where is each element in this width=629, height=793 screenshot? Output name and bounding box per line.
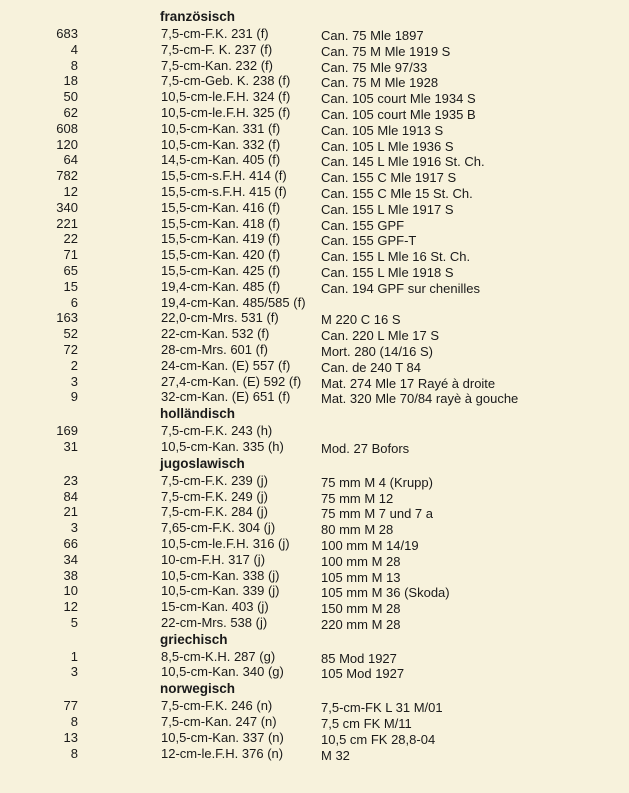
row-count: 5 bbox=[70, 614, 78, 630]
row-count: 10 bbox=[63, 583, 78, 599]
row-count: 31 bbox=[63, 438, 78, 454]
row-equivalent: Can. de 240 T 84 bbox=[321, 359, 421, 375]
row-equivalent: 80 mm M 28 bbox=[321, 522, 394, 538]
row-equivalent: Can. 145 L Mle 1916 St. Ch. bbox=[321, 154, 485, 170]
row-designation: 10,5-cm-Kan. 340 (g) bbox=[161, 664, 284, 680]
row-count: 782 bbox=[56, 168, 78, 184]
row-designation: 7,65-cm-F.K. 304 (j) bbox=[161, 520, 276, 536]
section-3 bbox=[0, 631, 629, 681]
row-equivalent: 75 mm M 12 bbox=[321, 490, 394, 506]
row-count: 62 bbox=[63, 104, 78, 120]
section-title: holländisch bbox=[160, 406, 236, 422]
table-row bbox=[0, 247, 629, 263]
row-equivalent: Can. 75 M Mle 1919 S bbox=[321, 43, 451, 59]
row-designation: 10,5-cm-Kan. 339 (j) bbox=[161, 583, 280, 599]
row-designation: 10,5-cm-le.F.H. 316 (j) bbox=[161, 535, 290, 551]
row-count: 169 bbox=[56, 423, 78, 439]
table-row bbox=[0, 552, 629, 568]
row-count: 6 bbox=[70, 294, 78, 310]
row-count: 163 bbox=[56, 310, 78, 326]
row-designation: 19,4-cm-Kan. 485 (f) bbox=[161, 278, 281, 294]
row-count: 22 bbox=[63, 231, 78, 247]
row-count: 64 bbox=[63, 152, 78, 168]
row-count: 221 bbox=[56, 215, 78, 231]
table-row bbox=[0, 200, 629, 216]
row-equivalent: Can. 105 court Mle 1934 S bbox=[321, 91, 476, 107]
table-row bbox=[0, 89, 629, 105]
row-equivalent: Can. 155 GPF-T bbox=[321, 233, 417, 249]
table-row bbox=[0, 423, 629, 439]
table-row bbox=[0, 184, 629, 200]
table-row bbox=[0, 730, 629, 746]
row-designation: 7,5-cm-F.K. 246 (n) bbox=[161, 698, 273, 714]
row-equivalent: 75 mm M 7 und 7 a bbox=[321, 506, 433, 522]
row-equivalent: 100 mm M 28 bbox=[321, 553, 401, 569]
row-count: 65 bbox=[63, 262, 78, 278]
row-count: 71 bbox=[63, 247, 78, 263]
row-equivalent: Can. 155 GPF bbox=[321, 217, 405, 233]
table-row bbox=[0, 746, 629, 762]
table-row bbox=[0, 168, 629, 184]
row-equivalent: Can. 155 L Mle 1917 S bbox=[321, 201, 454, 217]
row-designation: 10,5-cm-le.F.H. 324 (f) bbox=[161, 89, 291, 105]
row-count: 13 bbox=[63, 729, 78, 745]
table-row bbox=[0, 216, 629, 232]
row-count: 3 bbox=[70, 664, 78, 680]
row-equivalent: Can. 155 L Mle 16 St. Ch. bbox=[321, 249, 471, 265]
row-equivalent: 100 mm M 14/19 bbox=[321, 537, 419, 553]
row-count: 21 bbox=[63, 504, 78, 520]
table-row bbox=[0, 26, 629, 42]
row-designation: 15,5-cm-Kan. 425 (f) bbox=[161, 262, 281, 278]
row-designation: 15,5-cm-Kan. 416 (f) bbox=[161, 199, 281, 215]
row-count: 683 bbox=[56, 26, 78, 41]
row-designation: 15,5-cm-Kan. 418 (f) bbox=[161, 215, 281, 231]
table-row bbox=[0, 615, 629, 631]
row-equivalent: Can. 155 L Mle 1918 S bbox=[321, 264, 454, 280]
table-row bbox=[0, 58, 629, 74]
row-equivalent: Can. 220 L Mle 17 S bbox=[321, 328, 440, 344]
table-row bbox=[0, 504, 629, 520]
section-4 bbox=[0, 680, 629, 761]
table-row bbox=[0, 520, 629, 536]
row-equivalent: Can. 75 Mle 1897 bbox=[321, 28, 424, 43]
row-count: 3 bbox=[70, 520, 78, 536]
row-count: 12 bbox=[63, 183, 78, 199]
row-count: 1 bbox=[70, 648, 78, 664]
row-designation: 10,5-cm-Kan. 335 (h) bbox=[161, 438, 284, 454]
row-equivalent: Can. 155 C Mle 1917 S bbox=[321, 170, 457, 186]
row-equivalent: 105 mm M 36 (Skoda) bbox=[321, 585, 450, 601]
section-title: griechisch bbox=[160, 631, 228, 647]
row-designation: 15-cm-Kan. 403 (j) bbox=[161, 599, 269, 615]
table-row bbox=[0, 231, 629, 247]
row-designation: 10-cm-F.H. 317 (j) bbox=[161, 551, 266, 567]
row-equivalent: 7,5 cm FK M/11 bbox=[321, 716, 412, 732]
row-designation: 32-cm-Kan. (E) 651 (f) bbox=[161, 389, 291, 405]
row-equivalent: Can. 105 L Mle 1936 S bbox=[321, 138, 454, 154]
row-equivalent: 75 mm M 4 (Krupp) bbox=[321, 474, 433, 490]
row-designation: 10,5-cm-Kan. 332 (f) bbox=[161, 136, 281, 152]
row-count: 52 bbox=[63, 326, 78, 342]
row-designation: 15,5-cm-Kan. 419 (f) bbox=[161, 231, 281, 247]
row-count: 18 bbox=[63, 73, 78, 89]
row-designation: 7,5-cm-F.K. 284 (j) bbox=[161, 504, 268, 520]
table-row bbox=[0, 342, 629, 358]
row-designation: 7,5-cm-Kan. 232 (f) bbox=[161, 57, 273, 73]
table-row bbox=[0, 698, 629, 714]
row-designation: 7,5-cm-F. K. 237 (f) bbox=[161, 41, 273, 57]
table-row bbox=[0, 358, 629, 374]
section-title: jugoslawisch bbox=[160, 455, 245, 471]
row-designation: 7,5-cm-F.K. 243 (h) bbox=[161, 423, 273, 439]
table-row bbox=[0, 295, 629, 311]
row-count: 8 bbox=[70, 57, 78, 73]
row-designation: 10,5-cm-Kan. 337 (n) bbox=[161, 729, 284, 745]
section-title: französisch bbox=[160, 9, 236, 24]
table-row bbox=[0, 121, 629, 137]
row-equivalent: Can. 75 Mle 97/33 bbox=[321, 59, 428, 75]
row-count: 50 bbox=[63, 89, 78, 105]
row-designation: 7,5-cm-F.K. 231 (f) bbox=[161, 26, 269, 41]
row-equivalent: Can. 105 Mle 1913 S bbox=[321, 122, 444, 138]
table-row bbox=[0, 137, 629, 153]
section-title: norwegisch bbox=[160, 681, 236, 697]
table-row bbox=[0, 310, 629, 326]
row-equivalent: M 32 bbox=[321, 747, 350, 763]
table-row bbox=[0, 42, 629, 58]
row-count: 66 bbox=[63, 535, 78, 551]
row-equivalent: Can. 75 M Mle 1928 bbox=[321, 75, 439, 91]
row-designation: 12-cm-le.F.H. 376 (n) bbox=[161, 745, 284, 761]
row-equivalent: 7,5-cm-FK L 31 M/01 bbox=[321, 700, 443, 716]
table-row bbox=[0, 152, 629, 168]
row-designation: 22-cm-Mrs. 538 (j) bbox=[161, 614, 268, 630]
table-row bbox=[0, 105, 629, 121]
row-designation: 28-cm-Mrs. 601 (f) bbox=[161, 341, 268, 357]
row-count: 84 bbox=[63, 488, 78, 504]
row-designation: 22-cm-Kan. 532 (f) bbox=[161, 326, 270, 342]
row-equivalent: Can. 155 C Mle 15 St. Ch. bbox=[321, 185, 473, 201]
table-row bbox=[0, 279, 629, 295]
table-row bbox=[0, 489, 629, 505]
row-designation: 15,5-cm-Kan. 420 (f) bbox=[161, 247, 281, 263]
row-equivalent: 105 Mod 1927 bbox=[321, 666, 405, 682]
table-row bbox=[0, 326, 629, 342]
row-designation: 8,5-cm-K.H. 287 (g) bbox=[161, 648, 276, 664]
row-designation: 10,5-cm-le.F.H. 325 (f) bbox=[161, 104, 291, 120]
row-designation: 15,5-cm-s.F.H. 415 (f) bbox=[161, 183, 287, 199]
row-count: 3 bbox=[70, 373, 78, 389]
row-count: 23 bbox=[63, 472, 78, 488]
row-equivalent: Can. 194 GPF sur chenilles bbox=[321, 280, 480, 296]
row-designation: 27,4-cm-Kan. (E) 592 (f) bbox=[161, 373, 302, 389]
row-equivalent: Mat. 320 Mle 70/84 rayè à gouche bbox=[321, 391, 519, 407]
table-row bbox=[0, 583, 629, 599]
row-designation: 24-cm-Kan. (E) 557 (f) bbox=[161, 357, 291, 373]
row-equivalent: Mort. 280 (14/16 S) bbox=[321, 343, 433, 359]
row-count: 15 bbox=[63, 278, 78, 294]
row-count: 12 bbox=[63, 599, 78, 615]
row-count: 608 bbox=[56, 120, 78, 136]
section-0 bbox=[0, 8, 629, 405]
table-row bbox=[0, 568, 629, 584]
row-count: 8 bbox=[70, 714, 78, 730]
row-count: 120 bbox=[56, 136, 78, 152]
row-equivalent: M 220 C 16 S bbox=[321, 312, 401, 328]
row-designation: 10,5-cm-Kan. 331 (f) bbox=[161, 120, 281, 136]
row-equivalent: Mod. 27 Bofors bbox=[321, 440, 410, 456]
row-equivalent: 105 mm M 13 bbox=[321, 569, 401, 585]
row-designation: 7,5-cm-F.K. 249 (j) bbox=[161, 488, 268, 504]
table-row bbox=[0, 374, 629, 390]
row-count: 340 bbox=[56, 199, 78, 215]
row-count: 8 bbox=[70, 745, 78, 761]
row-count: 9 bbox=[70, 389, 78, 405]
table-row bbox=[0, 73, 629, 89]
row-designation: 10,5-cm-Kan. 338 (j) bbox=[161, 567, 280, 583]
table-row bbox=[0, 714, 629, 730]
row-count: 38 bbox=[63, 567, 78, 583]
section-2 bbox=[0, 455, 629, 631]
table-row bbox=[0, 664, 629, 680]
row-designation: 7,5-cm-F.K. 239 (j) bbox=[161, 472, 268, 488]
row-count: 77 bbox=[63, 698, 78, 714]
table-row bbox=[0, 473, 629, 489]
table-row bbox=[0, 599, 629, 615]
row-count: 34 bbox=[63, 551, 78, 567]
table-row bbox=[0, 389, 629, 405]
row-designation: 22,0-cm-Mrs. 531 (f) bbox=[161, 310, 279, 326]
row-designation: 7,5-cm-Geb. K. 238 (f) bbox=[161, 73, 291, 89]
row-designation: 15,5-cm-s.F.H. 414 (f) bbox=[161, 168, 287, 184]
row-equivalent: 85 Mod 1927 bbox=[321, 650, 397, 666]
row-designation: 7,5-cm-Kan. 247 (n) bbox=[161, 714, 277, 730]
row-count: 4 bbox=[70, 41, 78, 57]
table-row bbox=[0, 263, 629, 279]
row-equivalent: 10,5 cm FK 28,8-04 bbox=[321, 731, 436, 747]
row-equivalent: 220 mm M 28 bbox=[321, 616, 401, 632]
table-row bbox=[0, 536, 629, 552]
section-1 bbox=[0, 405, 629, 455]
row-designation: 14,5-cm-Kan. 405 (f) bbox=[161, 152, 281, 168]
table-row bbox=[0, 649, 629, 665]
row-equivalent: Can. 105 court Mle 1935 B bbox=[321, 106, 476, 122]
row-equivalent: 150 mm M 28 bbox=[321, 601, 401, 617]
row-count: 72 bbox=[63, 341, 78, 357]
row-count: 2 bbox=[70, 357, 78, 373]
table-row bbox=[0, 439, 629, 455]
row-equivalent: Mat. 274 Mle 17 Rayé à droite bbox=[321, 375, 496, 391]
row-designation: 19,4-cm-Kan. 485/585 (f) bbox=[161, 294, 306, 310]
